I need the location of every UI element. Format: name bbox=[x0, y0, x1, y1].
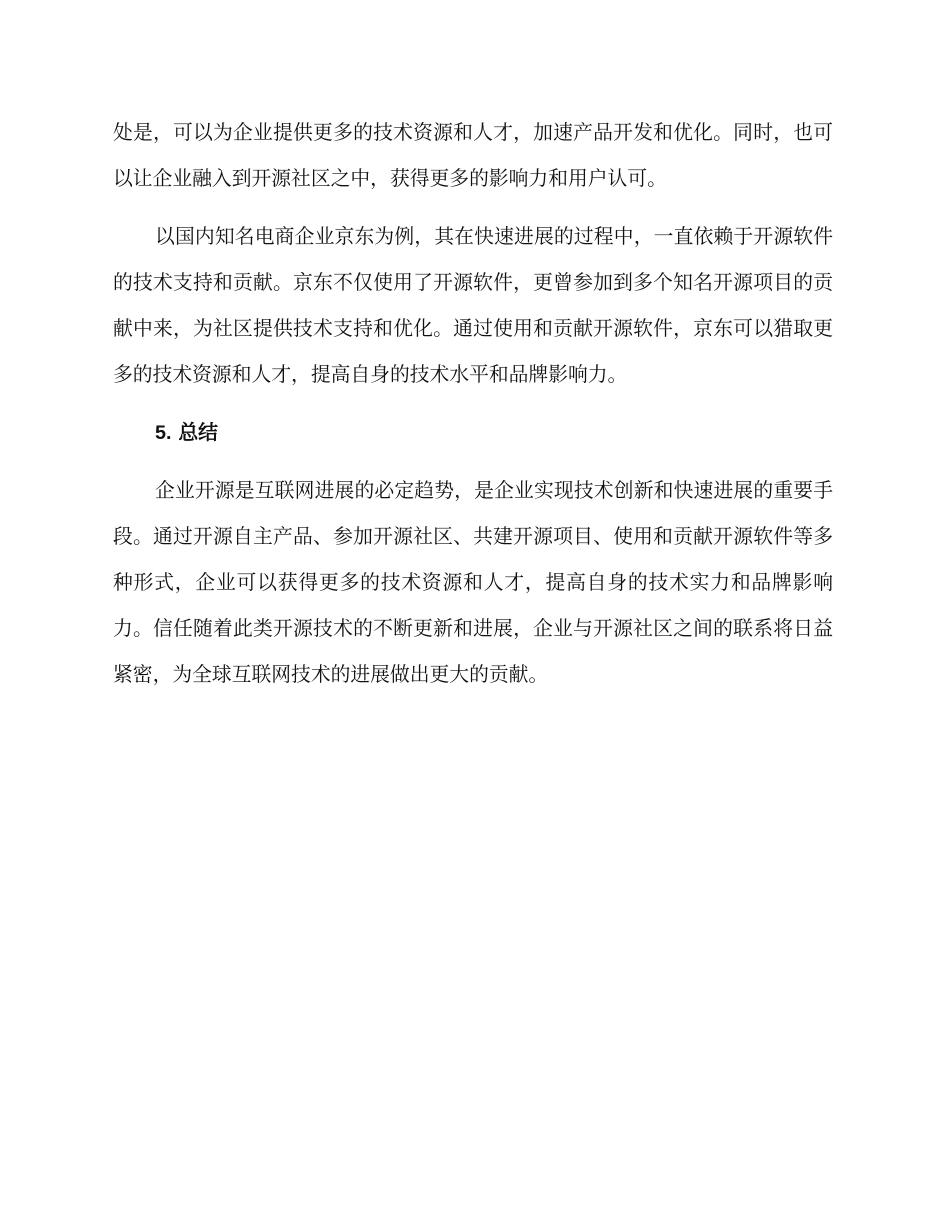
section-title: 总结 bbox=[178, 421, 218, 444]
section-heading bbox=[113, 410, 833, 456]
section-number: 5. bbox=[155, 422, 172, 444]
paragraph-jd-example: 以国内知名电商企业京东为例，其在快速进展的过程中，一直依赖于开源软件的技术支持和贡献。京东不仅使用了开源软件，更曾参加到多个知名开源项目的贡献中来，为社区提供技术支持和优化。通过使用和贡献开源软件，京东可以猎取更多的技术资源和人才，提高自身的技术水平和品牌影响力。 bbox=[113, 225, 833, 386]
paragraph-summary: 企业开源是互联网进展的必定趋势，是企业实现技术创新和快速进展的重要手段。通过开源自主产品、参加开源社区、共建开源项目、使用和贡献开源软件等多种形式，企业可以获得更多的技术资源和人才，提高自身的技术实力和品牌影响力。信任随着此类开源技术的不断更新和进展，企业与开源社区之间的联系将日益紧密，为全球互联网技术的进展做出更大的贡献。 bbox=[113, 479, 833, 686]
document-body bbox=[113, 110, 833, 710]
paragraph-continued: 处是，可以为企业提供更多的技术资源和人才，加速产品开发和优化。同时，也可以让企业融入到开源社区之中，获得更多的影响力和用户认可。 bbox=[113, 121, 833, 190]
